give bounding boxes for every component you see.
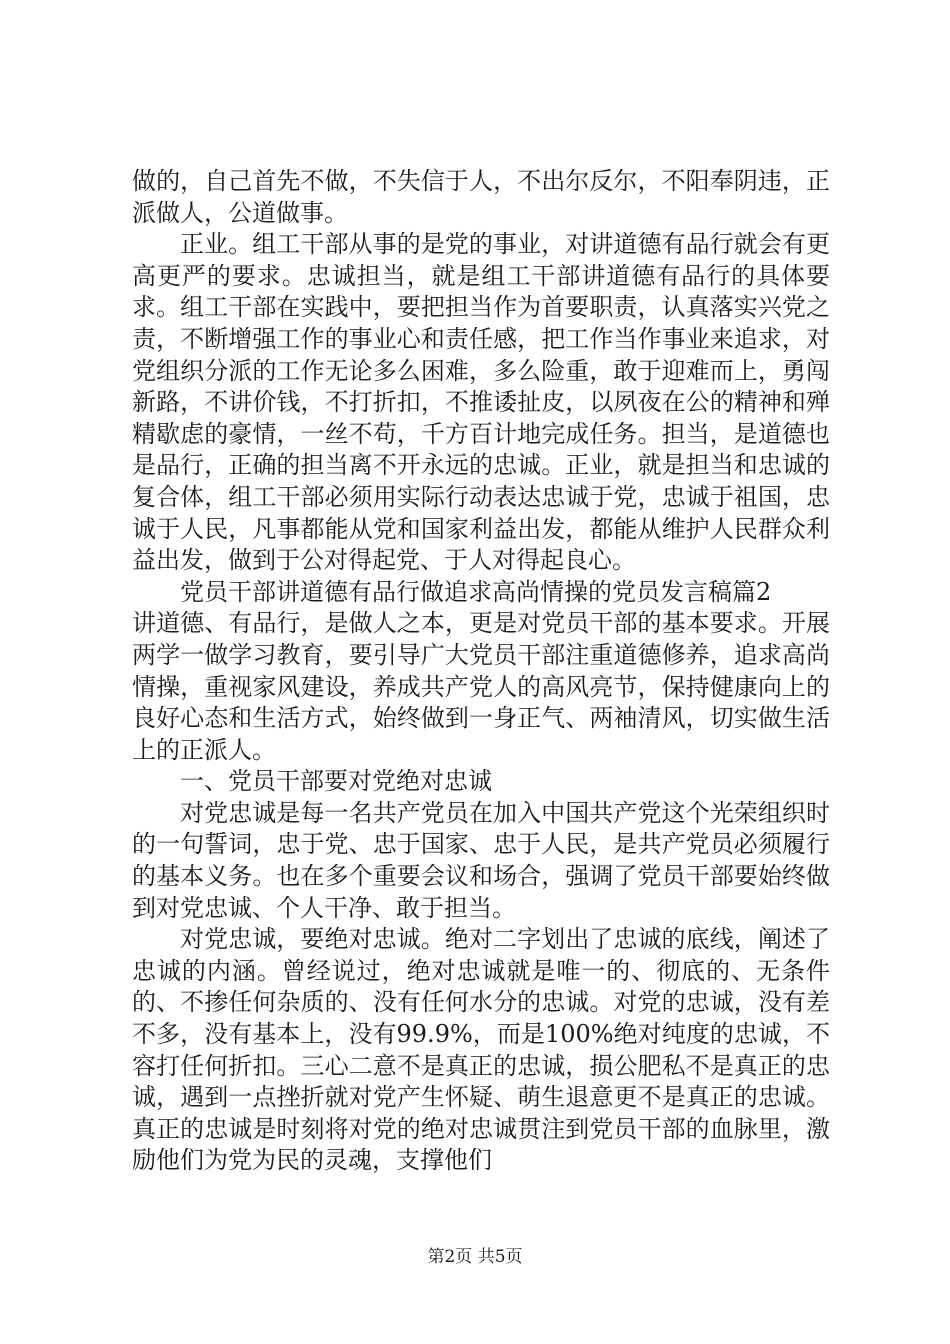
page-footer (0, 1242, 950, 1267)
document-body (132, 166, 830, 1177)
paragraph-1: 做的，自己首先不做，不失信于人，不出尔反尔，不阳奉阴违，正派做人，公道做事。 (132, 167, 830, 227)
paragraph-5: 对党忠诚，要绝对忠诚。绝对二字划出了忠诚的底线，阐述了忠诚的内涵。曾经说过，绝对忠诚就是唯一的、彻底的、无条件的、不掺任何杂质的、没有任何水分的忠诚。对党的忠诚，没有差不多，没有基本上，没有99.9%，而是100%绝对纯度的忠诚，不容打任何折扣。三心二意不是真正的忠诚，损公肥私不是真正的忠诚，遇到一点挫折就对党产生怀疑、萌生退意更不是真正的忠诚。真正的忠诚是时刻将对党的绝对忠诚贯注到党员干部的血脉里，激励他们为党为民的灵魂，支撑他们 (132, 925, 830, 1175)
paragraph-4: 对党忠诚是每一名共产党员在加入中国共产党这个光荣组织时的一句誓词，忠于党、忠于国家、忠于人民，是共产党员必须履行的基本义务。也在多个重要会议和场合，强调了党员干部要始终做到对党忠诚、个人干净、敢于担当。 (132, 798, 830, 922)
section-heading: 一、党员干部要对党绝对忠诚 (180, 767, 492, 796)
article-title: 党员干部讲道德有品行做追求高尚情操的党员发言稿篇2 (180, 577, 772, 606)
paragraph-2: 正业。组工干部从事的是党的事业，对讲道德有品行就会有更高更严的要求。忠诚担当，就是组工干部讲道德有品行的具体要求。组工干部在实践中，要把担当作为首要职责，认真落实兴党之责，不断增强工作的事业心和责任感，把工作当作事业来追求，对党组织分派的工作无论多么困难，多么险重，敢于迎难而上，勇闯新路，不讲价钱，不打折扣，不推诿扯皮，以夙夜在公的精神和殚精歇虑的豪情，一丝不苟，千方百计地完成任务。担当，是道德也是品行，正确的担当离不开永远的忠诚。正业，就是担当和忠诚的复合体，组工干部必须用实际行动表达忠诚于党，忠诚于祖国，忠诚于人民，凡事都能从党和国家利益出发，都能从维护人民群众利益出发，做到于公对得起党、于人对得起良心。 (132, 230, 830, 575)
paragraph-3: 讲道德、有品行，是做人之本，更是对党员干部的基本要求。开展两学一做学习教育，要引导广大党员干部注重道德修养，追求高尚情操，重视家风建设，养成共产党人的高风亮节，保持健康向上的良好心态和生活方式，始终做到一身正气、两袖清风，切实做生活上的正派人。 (132, 609, 830, 764)
page-number: 第2页 共5页 (427, 1247, 523, 1267)
